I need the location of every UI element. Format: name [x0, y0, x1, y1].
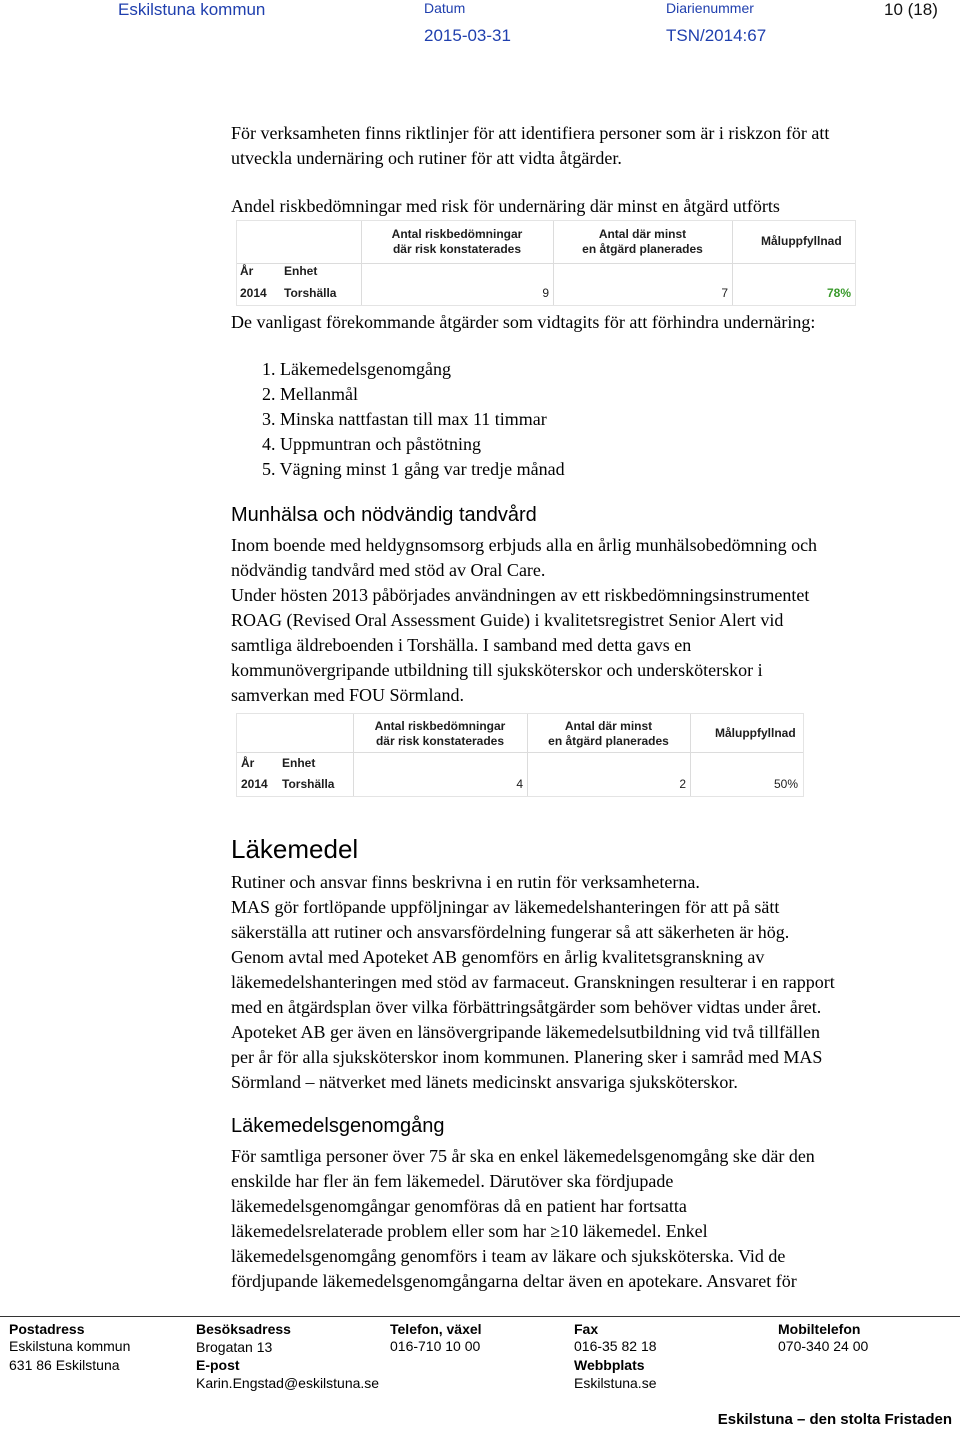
datum-value: 2015-03-31	[424, 26, 511, 45]
cell-value-risk: 4	[516, 777, 523, 791]
measure-item: 4. Uppmuntran och påstötning	[262, 434, 481, 454]
section-heading-genomgang: Läkemedelsgenomgång	[231, 1115, 445, 1137]
munhalsa-paragraph: Inom boende med heldygnsomsorg erbjuds alla en årlig munhälsobedömning och nödvändig tandvård med stöd av Oral Care. Under hösten 2013 påbörjades användningen av ett riskbedömningsinstrumentet ROAG (Revised Oral Assessment Guide) i kvalitetsregistret Senior Alert vid samtliga äldreboenden i Torshälla. I samband med detta gavs en kommunövergripande utbildning till sjuksköterskor och undersköterskor i samverkan med FOU Sörmland.	[231, 535, 818, 705]
cell-unit: Torshälla	[284, 286, 337, 300]
besoksadress-label: Besöksadress	[196, 1321, 291, 1337]
epost-label: E-post	[196, 1357, 240, 1373]
measure-item: 1. Läkemedelsgenomgång	[262, 359, 451, 379]
telefon-label: Telefon, växel	[390, 1321, 482, 1337]
fax-label: Fax	[574, 1321, 599, 1337]
row-header-unit: Enhet	[284, 264, 318, 278]
risk-table-1	[236, 220, 856, 306]
measure-item: 3. Minska nattfastan till max 11 timmar	[262, 409, 547, 429]
measure-item: 5. Vägning minst 1 gång var tredje månad	[262, 459, 565, 479]
section-heading-munhalsa: Munhälsa och nödvändig tandvård	[231, 504, 537, 526]
intro-line: För verksamheten finns riktlinjer för att identifiera personer som är i riskzon för att	[231, 123, 830, 143]
col-header-action: Antal där minst en åtgärd planerades	[582, 227, 703, 256]
slogan: Eskilstuna – den stolta Fristaden	[717, 1411, 952, 1428]
measures-list	[262, 357, 565, 482]
lakemedel-paragraph: Rutiner och ansvar finns beskrivna i en rutin för verksamheterna. MAS gör fortlöpande uppföljningar av läkemedelshanteringen för att på sätt säkerställa att rutiner och ansvarsfördelning fungerar så att säkerheten är hög. Genom avtal med Apoteket AB genomförs en årlig kvalitetsgranskning av läkemedelshanteringen med stöd av farmaceut. Granskningen resulterar i en rapport med en åtgärdsplan över vilka förbättringsåtgärder som behöver vidtas under året. Apoteket AB ger även en länsövergripande läkemedelsutbildning vid två tillfällen per år för alla sjuksköterskor inom kommunen. Planering sker i samråd med MAS Sörmland – nätverket med länets medicinskt ansvariga sjuksköterskor.	[231, 872, 835, 1092]
cell-year: 2014	[240, 286, 267, 300]
cell-value-risk: 9	[542, 286, 549, 300]
col-header-action: Antal där minst en åtgärd planerades	[548, 719, 669, 748]
row-header-year: År	[241, 756, 255, 770]
besoksadress-value: Brogatan 13	[196, 1339, 273, 1355]
cell-value-target: 50%	[773, 777, 798, 791]
page-number: 10 (18)	[884, 0, 938, 19]
fax-value: 016-35 82 18	[574, 1338, 657, 1354]
section-heading-lakemedel: Läkemedel	[231, 834, 359, 864]
intro-line: utveckla undernäring och rutiner för att vidta åtgärder.	[231, 148, 622, 168]
intro-paragraph	[231, 121, 951, 171]
footer-divider	[0, 1316, 960, 1317]
epost-value[interactable]: Karin.Engstad@eskilstuna.se	[196, 1375, 380, 1391]
cell-value-target: 78%	[826, 286, 851, 300]
risk-table-2	[236, 713, 804, 797]
genomgang-paragraph: För samtliga personer över 75 år ska en enkel läkemedelsgenomgång ske där den enskilde har fler än fem läkemedel. Därutöver ska fördjupade läkemedelsgenomgångar genomföras då en patient har fortsatta läkemedelsrelaterade problem eller som har ≥10 läkemedel. Enkel läkemedelsgenomgång genomförs i team av läkare och sjuksköterska. Vid de fördjupande läkemedelsgenomgångarna deltar även en apotekare. Ansvaret för	[231, 1146, 815, 1291]
webbplats-value[interactable]: Eskilstuna.se	[574, 1375, 657, 1391]
col-header-target: Måluppfyllnad	[715, 726, 796, 740]
row-header-unit: Enhet	[282, 756, 316, 770]
diarienummer-value: TSN/2014:67	[666, 26, 767, 45]
cell-value-action: 2	[679, 777, 686, 791]
diarienummer-label: Diarienummer	[666, 0, 754, 16]
row-header-year: År	[240, 264, 254, 278]
postadress-line2: 631 86 Eskilstuna	[9, 1357, 120, 1373]
col-header-risk: Antal riskbedömningar där risk konstaterades	[374, 719, 506, 748]
postadress-label: Postadress	[9, 1321, 85, 1337]
table-title: Andel riskbedömningar med risk för undernäring där minst en åtgärd utförts	[231, 196, 780, 216]
cell-value-action: 7	[721, 286, 728, 300]
cell-unit: Torshälla	[282, 777, 335, 791]
mobil-label: Mobiltelefon	[778, 1321, 861, 1337]
cell-year: 2014	[241, 777, 268, 791]
measures-intro: De vanligast förekommande åtgärder som vidtagits för att förhindra undernäring:	[231, 312, 816, 332]
datum-label: Datum	[424, 0, 466, 16]
col-header-risk: Antal riskbedömningar där risk konstaterades	[391, 227, 523, 256]
mobil-value: 070-340 24 00	[778, 1338, 869, 1354]
col-header-target: Måluppfyllnad	[761, 234, 842, 248]
webbplats-label: Webbplats	[574, 1357, 645, 1373]
org-name: Eskilstuna kommun	[118, 0, 266, 19]
measure-item: 2. Mellanmål	[262, 384, 358, 404]
postadress-line1: Eskilstuna kommun	[9, 1338, 131, 1354]
telefon-value: 016-710 10 00	[390, 1338, 481, 1354]
